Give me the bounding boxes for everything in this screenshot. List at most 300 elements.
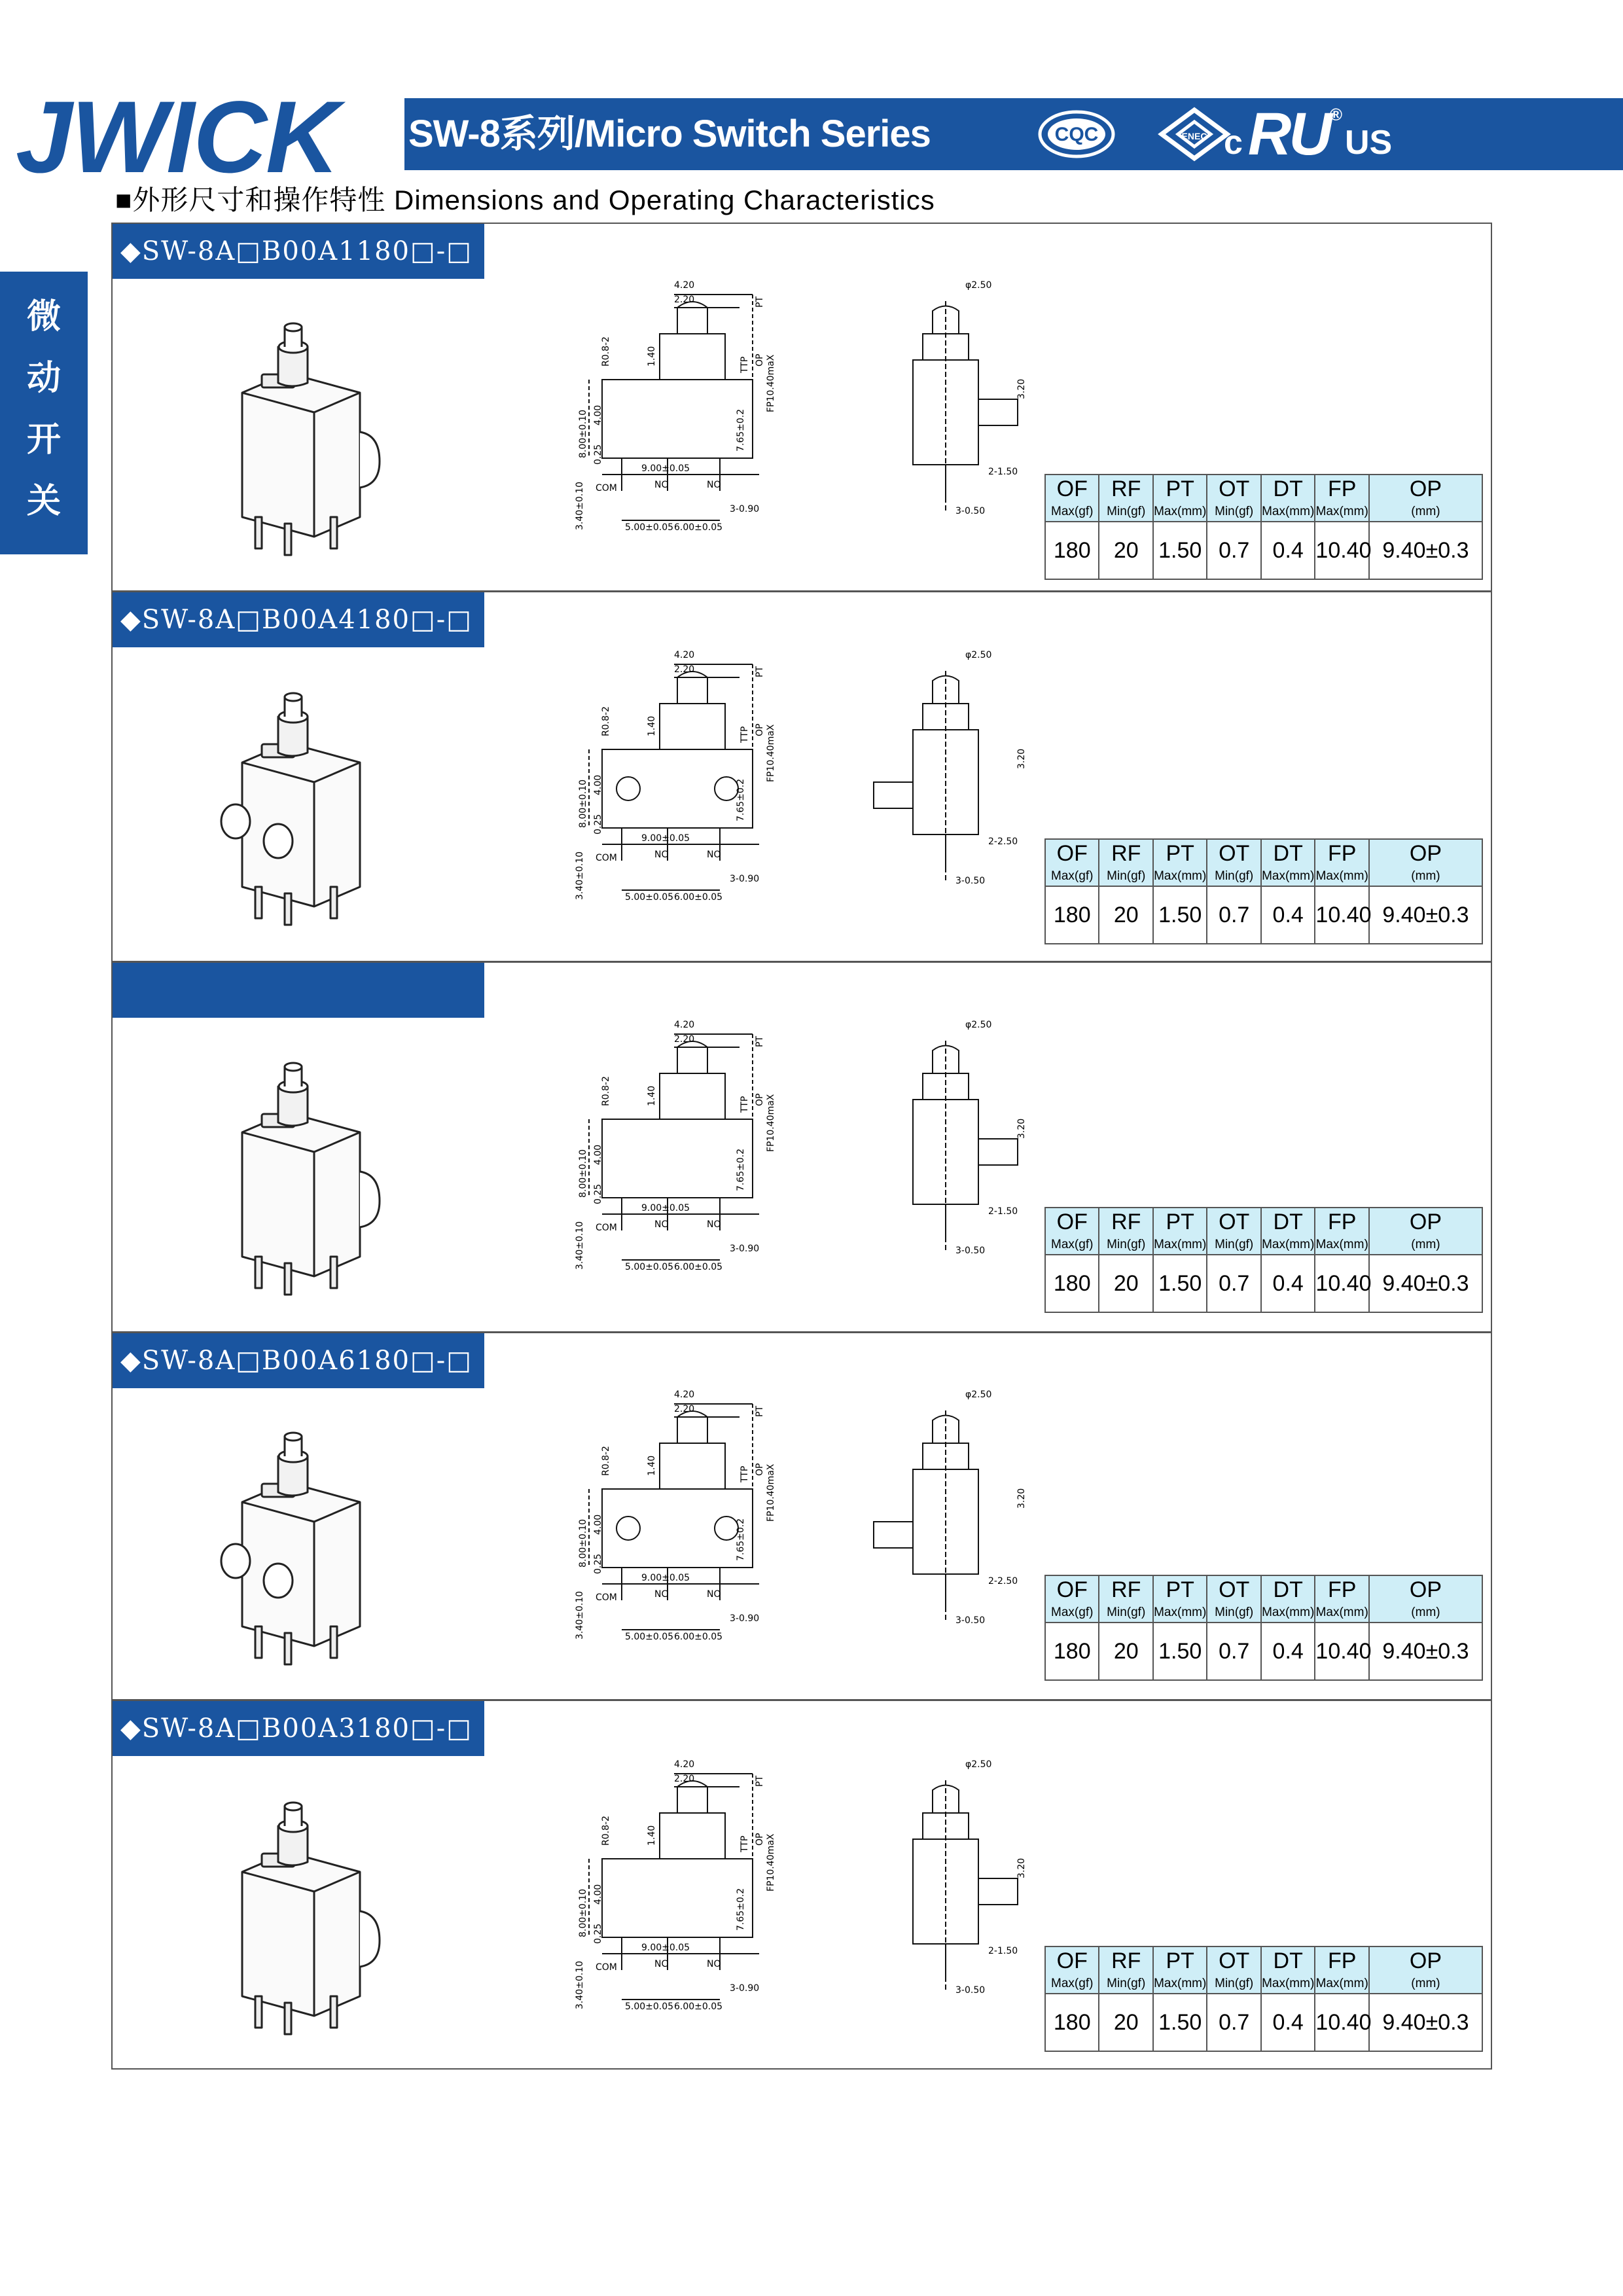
dimension-label: 6.00±0.05 (674, 522, 723, 533)
spec-code: RF (1111, 1948, 1141, 1973)
dimension-label: OP (755, 1463, 765, 1476)
dimension-label: 7.65±0.2 (736, 1518, 746, 1561)
dimension-label: 5.00±0.05 (625, 2001, 674, 2012)
dimension-label: OP (755, 1093, 765, 1106)
dimension-label: R0.8-2 (601, 706, 611, 736)
spec-header-ot (1207, 1208, 1260, 1255)
spec-unit: Max(mm) (1154, 1605, 1207, 1619)
dimension-label: 1.40 (647, 346, 657, 367)
dimension-label: 9.00±0.05 (641, 833, 690, 844)
dimension-label: 2-2.50 (988, 836, 1018, 847)
spec-code: OF (1056, 1948, 1088, 1973)
sidebar-char: 微 (26, 298, 61, 336)
spec-header-pt (1153, 1575, 1207, 1623)
dimension-label: 7.65±0.2 (736, 1888, 746, 1931)
spec-code: FP (1327, 1210, 1357, 1234)
series-title: SW-8系列/Micro Switch Series (408, 113, 931, 155)
dimension-label: OP (755, 723, 765, 736)
dimension-label: R0.8-2 (601, 1076, 611, 1106)
spec-value-ot: 0.7 (1207, 1255, 1260, 1312)
dimension-label: 3.20 (1016, 1488, 1027, 1509)
enec-mark-label: ENEC (1181, 131, 1207, 141)
dimension-label: 8.00±0.10 (578, 779, 588, 828)
spec-header-rf (1099, 1208, 1152, 1255)
dimension-label: 8.00±0.10 (578, 1888, 588, 1937)
dimension-label: PT (755, 1406, 765, 1417)
dimension-label: PT (755, 1036, 765, 1047)
dimension-label: 3-0.50 (955, 506, 986, 516)
dimension-label: FP10.40maX (766, 1833, 776, 1892)
spec-header-of (1045, 1946, 1099, 1994)
dimension-label: NC (654, 480, 668, 490)
dimension-label: R0.8-2 (601, 1816, 611, 1846)
spec-header-op (1369, 1208, 1482, 1255)
spec-unit: Min(gf) (1215, 505, 1254, 518)
model-label (113, 963, 484, 1018)
dimension-label: 3.40±0.10 (575, 851, 585, 900)
switch-photo (216, 1800, 452, 2036)
spec-header-op (1369, 1575, 1482, 1623)
dimension-label: 5.00±0.05 (625, 522, 674, 533)
spec-header-rf (1099, 475, 1152, 522)
spec-value-fp: 10.40 (1315, 1994, 1368, 2051)
ul-mark-icon (1224, 98, 1433, 170)
dimension-label: TTP (740, 356, 750, 373)
spec-code: OP (1409, 1577, 1442, 1602)
dimension-label: 3.40±0.10 (575, 1221, 585, 1270)
dimension-label: 4.20 (674, 1020, 695, 1030)
spec-value-of: 180 (1045, 1994, 1099, 2051)
dimension-label: TTP (740, 726, 750, 743)
dimension-label: TTP (740, 1835, 750, 1852)
spec-code: OF (1056, 1577, 1088, 1602)
spec-value-pt: 1.50 (1153, 1994, 1207, 2051)
dimension-label: 2.20 (674, 1404, 695, 1414)
dimension-label: NO (707, 1589, 721, 1600)
spec-code: OP (1409, 476, 1442, 501)
spec-table (1044, 838, 1483, 944)
spec-code: OT (1219, 476, 1250, 501)
dimension-label: 3.20 (1016, 1857, 1027, 1878)
spec-header-pt (1153, 1208, 1207, 1255)
spec-header-pt (1153, 839, 1207, 886)
dimension-label: 3.40±0.10 (575, 1590, 585, 1640)
dimension-label: 3-0.50 (955, 1246, 986, 1256)
spec-value-ot: 0.7 (1207, 522, 1260, 579)
switch-photo (216, 1060, 452, 1296)
dimension-label: 8.00±0.10 (578, 409, 588, 458)
spec-unit: Max(mm) (1262, 1605, 1315, 1619)
dimension-label: 2-2.50 (988, 1576, 1018, 1587)
dimension-label: NO (707, 480, 721, 490)
brand-logo (0, 81, 376, 194)
dimension-label: 6.00±0.05 (674, 1262, 723, 1272)
spec-header-of (1045, 1575, 1099, 1623)
spec-code: PT (1166, 1210, 1194, 1234)
spec-code: DT (1273, 1210, 1303, 1234)
spec-unit: Min(gf) (1107, 869, 1146, 883)
spec-header-pt (1153, 1946, 1207, 1994)
spec-unit: Min(gf) (1107, 1238, 1146, 1251)
spec-table (1044, 1946, 1483, 2052)
dimension-label: 3.40±0.10 (575, 1960, 585, 2009)
spec-code: RF (1111, 841, 1141, 866)
dimension-label: NO (707, 850, 721, 860)
dimension-label: 1.40 (647, 1455, 657, 1476)
spec-header-dt (1261, 475, 1315, 522)
spec-header-of (1045, 839, 1099, 886)
spec-code: OP (1409, 841, 1442, 866)
spec-header-op (1369, 475, 1482, 522)
spec-value-fp: 10.40 (1315, 522, 1368, 579)
spec-unit: (mm) (1411, 1238, 1440, 1251)
dimension-label: 6.00±0.05 (674, 1632, 723, 1642)
dimension-label: R0.8-2 (601, 336, 611, 367)
spec-header-dt (1261, 839, 1315, 886)
dimension-label: 3-0.90 (730, 1244, 760, 1254)
spec-code: DT (1273, 1577, 1303, 1602)
spec-code: OF (1056, 841, 1088, 866)
spec-header-dt (1261, 1946, 1315, 1994)
ul-c-label: c (1224, 124, 1243, 162)
spec-unit: Max(mm) (1154, 1977, 1207, 1990)
dimension-label: 9.00±0.05 (641, 1943, 690, 1953)
spec-code: OP (1409, 1210, 1442, 1234)
dimension-label: 4.20 (674, 1390, 695, 1400)
spec-value-op: 9.40±0.3 (1369, 522, 1482, 579)
dimension-label: 3.20 (1016, 378, 1027, 399)
dimension-label: 1.40 (647, 1085, 657, 1106)
dimension-label: TTP (740, 1096, 750, 1113)
spec-code: FP (1327, 1577, 1357, 1602)
front-view-drawing (517, 638, 805, 913)
spec-unit: Max(mm) (1315, 505, 1368, 518)
dimension-label: 3.40±0.10 (575, 481, 585, 530)
spec-value-op: 9.40±0.3 (1369, 1623, 1482, 1680)
dimension-label: 4.00 (593, 1884, 603, 1905)
spec-unit: Min(gf) (1107, 1977, 1146, 1990)
spec-value-fp: 10.40 (1315, 1623, 1368, 1680)
dimension-label: 3.20 (1016, 748, 1027, 769)
model-label: ◆SW-8A□B00A4180□-□ (113, 592, 484, 647)
spec-unit: (mm) (1411, 505, 1440, 518)
spec-value-rf: 20 (1099, 522, 1152, 579)
spec-unit: Max(mm) (1262, 1238, 1315, 1251)
dimension-label: φ2.50 (965, 1759, 992, 1770)
dimension-label: 4.00 (593, 1144, 603, 1165)
spec-header-ot (1207, 1946, 1260, 1994)
sidebar-char: 开 (26, 421, 61, 459)
spec-code: DT (1273, 841, 1303, 866)
dimension-label: 3.20 (1016, 1118, 1027, 1139)
dimension-label: 2.20 (674, 295, 695, 305)
dimension-label: 3-0.90 (730, 874, 760, 884)
spec-code: OF (1056, 1210, 1088, 1234)
dimension-label: 4.00 (593, 1514, 603, 1535)
spec-unit: Min(gf) (1215, 1977, 1254, 1990)
ul-reg-label: ® (1329, 105, 1342, 124)
spec-unit: Min(gf) (1107, 505, 1146, 518)
spec-code: PT (1166, 476, 1194, 501)
spec-unit: Max(mm) (1262, 869, 1315, 883)
spec-value-ot: 0.7 (1207, 1994, 1260, 2051)
dimension-label: 2-1.50 (988, 467, 1018, 477)
side-view-drawing (851, 1384, 1047, 1633)
spec-header-fp (1315, 475, 1368, 522)
dimension-label: φ2.50 (965, 1390, 992, 1400)
dimension-label: 4.20 (674, 280, 695, 291)
dimension-label: PT (755, 666, 765, 677)
spec-value-of: 180 (1045, 1255, 1099, 1312)
page-subtitle: ■外形尺寸和操作特性 Dimensions and Operating Characteristics (115, 185, 935, 215)
spec-header-fp (1315, 839, 1368, 886)
sidebar-char: 关 (26, 482, 61, 520)
spec-unit: Max(mm) (1154, 505, 1207, 518)
spec-unit: Min(gf) (1215, 869, 1254, 883)
dimension-label: 3-0.50 (955, 1985, 986, 1996)
spec-header-rf (1099, 839, 1152, 886)
side-view-drawing (851, 1014, 1047, 1263)
dimension-label: 9.00±0.05 (641, 1203, 690, 1213)
dimension-label: TTP (740, 1465, 750, 1482)
spec-value-ot: 0.7 (1207, 886, 1260, 944)
dimension-label: φ2.50 (965, 1020, 992, 1030)
dimension-label: 9.00±0.05 (641, 463, 690, 474)
spec-header-ot (1207, 475, 1260, 522)
dimension-label: 0.25 (593, 814, 603, 834)
spec-header-fp (1315, 1946, 1368, 1994)
dimension-label: 5.00±0.05 (625, 892, 674, 903)
spec-code: FP (1327, 1948, 1357, 1973)
spec-header-rf (1099, 1575, 1152, 1623)
spec-unit: Max(mm) (1315, 869, 1368, 883)
spec-value-dt: 0.4 (1261, 522, 1315, 579)
spec-code: OT (1219, 1210, 1250, 1234)
dimension-label: NC (654, 1959, 668, 1969)
switch-photo (216, 1430, 452, 1666)
dimension-label: OP (755, 353, 765, 367)
spec-value-of: 180 (1045, 522, 1099, 579)
spec-header-rf (1099, 1946, 1152, 1994)
dimension-label: 8.00±0.10 (578, 1518, 588, 1568)
dimension-label: 3-0.50 (955, 876, 986, 886)
spec-header-of (1045, 475, 1099, 522)
spec-value-dt: 0.4 (1261, 886, 1315, 944)
dimension-label: 3-0.90 (730, 504, 760, 514)
dimension-label: FP10.40maX (766, 724, 776, 782)
dimension-label: φ2.50 (965, 280, 992, 291)
dimension-label: 2.20 (674, 664, 695, 675)
spec-code: OT (1219, 1948, 1250, 1973)
dimension-label: 3-0.50 (955, 1615, 986, 1626)
dimension-label: 0.25 (593, 444, 603, 465)
spec-unit: Max(gf) (1051, 1605, 1094, 1619)
spec-unit: Max(mm) (1315, 1605, 1368, 1619)
spec-value-of: 180 (1045, 1623, 1099, 1680)
spec-value-fp: 10.40 (1315, 886, 1368, 944)
spec-unit: Max(mm) (1262, 505, 1315, 518)
sidebar-char: 动 (26, 359, 61, 397)
ul-us-label: US (1344, 124, 1393, 162)
cqc-mark-label: CQC (1054, 124, 1099, 145)
cqc-mark-icon (1034, 98, 1119, 170)
spec-unit: (mm) (1411, 1605, 1440, 1619)
spec-unit: Max(gf) (1051, 869, 1094, 883)
dimension-label: 3-0.90 (730, 1983, 760, 1994)
spec-unit: Max(mm) (1262, 1977, 1315, 1990)
dimension-label: φ2.50 (965, 650, 992, 660)
spec-unit: (mm) (1411, 869, 1440, 883)
dimension-label: 6.00±0.05 (674, 2001, 723, 2012)
sidebar-tab (0, 272, 88, 554)
spec-value-op: 9.40±0.3 (1369, 1255, 1482, 1312)
spec-header-op (1369, 839, 1482, 886)
spec-code: PT (1166, 841, 1194, 866)
dimension-label: 2.20 (674, 1774, 695, 1784)
spec-header-ot (1207, 839, 1260, 886)
dimension-label: 4.20 (674, 1759, 695, 1770)
spec-value-dt: 0.4 (1261, 1994, 1315, 2051)
spec-table (1044, 474, 1483, 580)
spec-header-ot (1207, 1575, 1260, 1623)
spec-code: OT (1219, 1577, 1250, 1602)
spec-value-dt: 0.4 (1261, 1255, 1315, 1312)
spec-unit: Max(mm) (1315, 1977, 1368, 1990)
dimension-label: NO (707, 1219, 721, 1230)
spec-unit: Min(gf) (1215, 1605, 1254, 1619)
spec-value-pt: 1.50 (1153, 886, 1207, 944)
dimension-label: 7.65±0.2 (736, 408, 746, 452)
ul-ru-label: RU (1247, 100, 1330, 168)
side-view-drawing (851, 645, 1047, 893)
dimension-label: 0.25 (593, 1923, 603, 1944)
dimension-label: 4.00 (593, 404, 603, 425)
spec-header-of (1045, 1208, 1099, 1255)
brand-name: JWICK (16, 81, 338, 194)
spec-header-dt (1261, 1208, 1315, 1255)
dimension-label: FP10.40maX (766, 1094, 776, 1152)
spec-code: DT (1273, 1948, 1303, 1973)
spec-code: OT (1219, 841, 1250, 866)
spec-value-rf: 20 (1099, 886, 1152, 944)
front-view-drawing (517, 268, 805, 543)
spec-value-ot: 0.7 (1207, 1623, 1260, 1680)
spec-unit: Max(mm) (1315, 1238, 1368, 1251)
dimension-label: 1.40 (647, 1825, 657, 1846)
spec-code: RF (1111, 1577, 1141, 1602)
dimension-label: NO (707, 1959, 721, 1969)
spec-unit: Max(mm) (1154, 1238, 1207, 1251)
spec-code: OP (1409, 1948, 1442, 1973)
spec-unit: (mm) (1411, 1977, 1440, 1990)
spec-value-op: 9.40±0.3 (1369, 886, 1482, 944)
spec-value-of: 180 (1045, 886, 1099, 944)
dimension-label: PT (755, 1776, 765, 1787)
spec-value-pt: 1.50 (1153, 1255, 1207, 1312)
dimension-label: COM (596, 1592, 617, 1603)
spec-unit: Max(gf) (1051, 505, 1094, 518)
dimension-label: 4.20 (674, 650, 695, 660)
front-view-drawing (517, 1378, 805, 1653)
dimension-label: 3-0.90 (730, 1613, 760, 1624)
dimension-label: PT (755, 296, 765, 308)
spec-code: OF (1056, 476, 1088, 501)
dimension-label: 4.00 (593, 774, 603, 795)
spec-table (1044, 1575, 1483, 1681)
side-view-drawing (851, 1754, 1047, 2003)
dimension-label: NC (654, 1589, 668, 1600)
spec-value-dt: 0.4 (1261, 1623, 1315, 1680)
switch-photo (216, 321, 452, 556)
side-view-drawing (851, 275, 1047, 524)
dimension-label: R0.8-2 (601, 1446, 611, 1476)
switch-photo (216, 691, 452, 926)
spec-unit: Max(mm) (1154, 869, 1207, 883)
spec-value-rf: 20 (1099, 1994, 1152, 2051)
dimension-label: NC (654, 850, 668, 860)
dimension-label: 2-1.50 (988, 1206, 1018, 1217)
dimension-label: 1.40 (647, 715, 657, 736)
dimension-label: COM (596, 1223, 617, 1233)
dimension-label: 0.25 (593, 1183, 603, 1204)
spec-code: DT (1273, 476, 1303, 501)
dimension-label: FP10.40maX (766, 1463, 776, 1522)
dimension-label: 5.00±0.05 (625, 1632, 674, 1642)
spec-value-fp: 10.40 (1315, 1255, 1368, 1312)
front-view-drawing (517, 1008, 805, 1283)
spec-unit: Max(gf) (1051, 1238, 1094, 1251)
dimension-label: FP10.40maX (766, 354, 776, 412)
spec-code: FP (1327, 841, 1357, 866)
spec-header-pt (1153, 475, 1207, 522)
spec-value-op: 9.40±0.3 (1369, 1994, 1482, 2051)
spec-value-pt: 1.50 (1153, 522, 1207, 579)
dimension-label: 7.65±0.2 (736, 778, 746, 821)
dimension-label: 2-1.50 (988, 1946, 1018, 1956)
front-view-drawing (517, 1748, 805, 2022)
spec-header-op (1369, 1946, 1482, 1994)
dimension-label: COM (596, 483, 617, 493)
spec-header-dt (1261, 1575, 1315, 1623)
spec-header-fp (1315, 1208, 1368, 1255)
spec-value-rf: 20 (1099, 1255, 1152, 1312)
spec-unit: Min(gf) (1107, 1605, 1146, 1619)
model-label: ◆SW-8A□B00A6180□-□ (113, 1333, 484, 1388)
spec-header-fp (1315, 1575, 1368, 1623)
dimension-label: 7.65±0.2 (736, 1148, 746, 1191)
spec-code: RF (1111, 1210, 1141, 1234)
dimension-label: COM (596, 1962, 617, 1973)
spec-value-rf: 20 (1099, 1623, 1152, 1680)
dimension-label: 0.25 (593, 1553, 603, 1574)
dimension-label: 5.00±0.05 (625, 1262, 674, 1272)
dimension-label: OP (755, 1833, 765, 1846)
dimension-label: 6.00±0.05 (674, 892, 723, 903)
spec-code: RF (1111, 476, 1141, 501)
dimension-label: COM (596, 853, 617, 863)
spec-code: PT (1166, 1948, 1194, 1973)
spec-table (1044, 1207, 1483, 1313)
spec-unit: Max(gf) (1051, 1977, 1094, 1990)
dimension-label: 9.00±0.05 (641, 1573, 690, 1583)
model-label: ◆SW-8A□B00A3180□-□ (113, 1701, 484, 1756)
spec-unit: Min(gf) (1215, 1238, 1254, 1251)
model-label: ◆SW-8A□B00A1180□-□ (113, 224, 484, 279)
dimension-label: 2.20 (674, 1034, 695, 1045)
spec-code: FP (1327, 476, 1357, 501)
dimension-label: NC (654, 1219, 668, 1230)
spec-value-pt: 1.50 (1153, 1623, 1207, 1680)
